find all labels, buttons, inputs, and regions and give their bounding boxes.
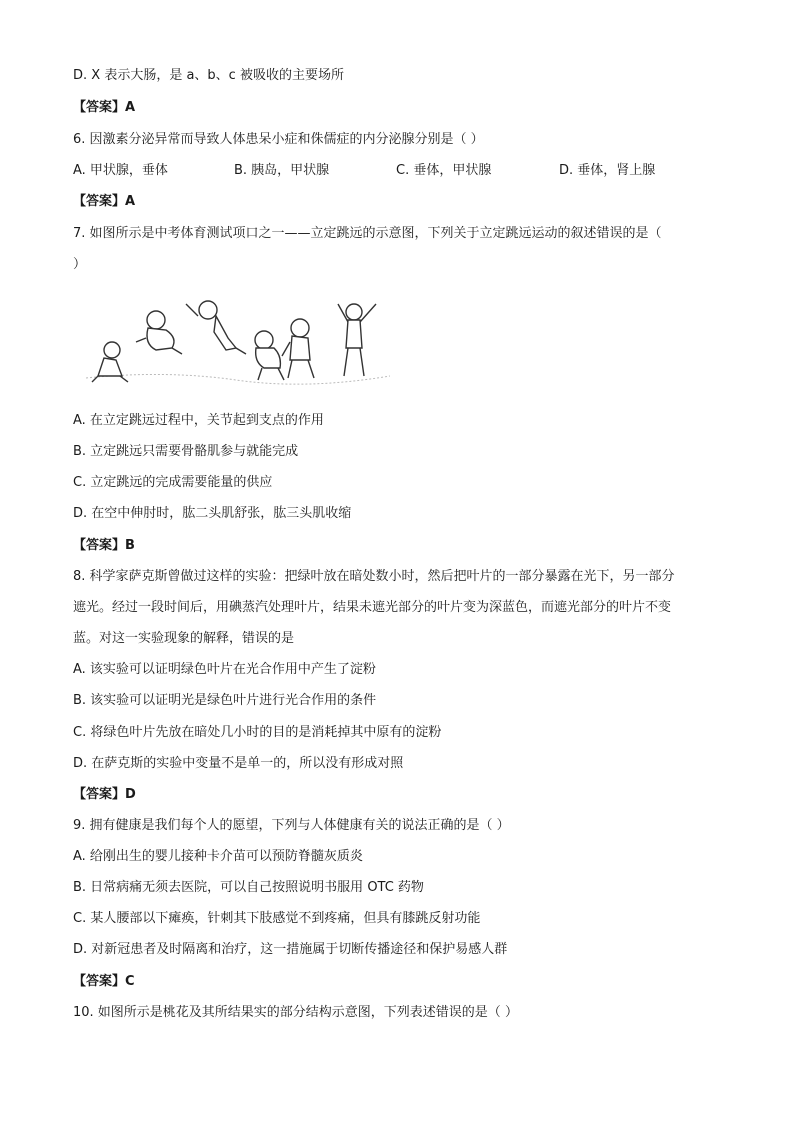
q9-option-b: B. 日常病痛无须去医院，可以自己按照说明书服用 OTC 药物 <box>73 880 424 895</box>
q8-stem-line1: 8. 科学家萨克斯曾做过这样的实验：把绿叶放在暗处数小时，然后把叶片的一部分暴露在光下，另一部分 <box>73 569 675 584</box>
q9-option-c: C. 某人腰部以下瘫痪，针刺其下肢感觉不到疼痛，但具有膝跳反射功能 <box>73 911 481 926</box>
q10-stem: 10. 如图所示是桃花及其所结果实的部分结构示意图，下列表述错误的是（ ） <box>73 1005 518 1020</box>
jumper-flight <box>186 301 246 354</box>
q8-answer: 【答案】D <box>73 787 136 802</box>
jumper-crouch-landing <box>92 342 128 382</box>
standing-long-jump-figure <box>86 298 390 388</box>
q6-stem: 6. 因激素分泌异常而导致人体患呆小症和侏儒症的内分泌腺分别是（ ） <box>73 132 484 147</box>
q6-answer: 【答案】A <box>73 194 136 209</box>
jumper-standing-arms-up <box>338 304 376 376</box>
q6-option-a: A. 甲状腺，垂体 <box>73 163 168 178</box>
q5-answer: 【答案】A <box>73 100 136 115</box>
q9-stem: 9. 拥有健康是我们每个人的愿望，下列与人体健康有关的说法正确的是（ ） <box>73 818 510 833</box>
q9-option-a: A. 给刚出生的婴儿接种卡介苗可以预防脊髓灰质炎 <box>73 849 363 864</box>
q8-option-b: B. 该实验可以证明光是绿色叶片进行光合作用的条件 <box>73 693 377 708</box>
q7-option-c: C. 立定跳远的完成需要能量的供应 <box>73 475 273 490</box>
q7-stem-line1: 7. 如图所示是中考体育测试项口之一——立定跳远的示意图，下列关于立定跳远运动的叙述错误的是（ <box>73 226 662 241</box>
q7-stem-line2: ） <box>73 257 87 272</box>
q5-option-d: D. X 表示大肠，是 a、b、c 被吸收的主要场所 <box>73 68 344 83</box>
q6-option-d: D. 垂体，肾上腺 <box>559 163 656 178</box>
jumper-crouch-start <box>255 331 284 380</box>
q8-stem-line2: 遮光。经过一段时间后，用碘蒸汽处理叶片，结果未遮光部分的叶片变为深蓝色，而遮光部分的叶片不变 <box>73 600 672 615</box>
jumper-swing <box>282 319 314 378</box>
q8-option-a: A. 该实验可以证明绿色叶片在光合作用中产生了淀粉 <box>73 662 376 677</box>
q7-option-b: B. 立定跳远只需要骨骼肌参与就能完成 <box>73 444 299 459</box>
q6-option-c: C. 垂体，甲状腺 <box>396 163 492 178</box>
q8-option-d: D. 在萨克斯的实验中变量不是单一的，所以没有形成对照 <box>73 756 404 771</box>
q9-answer: 【答案】C <box>73 974 135 989</box>
q7-answer: 【答案】B <box>73 538 135 553</box>
q8-option-c: C. 将绿色叶片先放在暗处几小时的目的是消耗掉其中原有的淀粉 <box>73 725 442 740</box>
q7-option-d: D. 在空中伸肘时，肱二头肌舒张，肱三头肌收缩 <box>73 506 352 521</box>
q6-option-b: B. 胰岛，甲状腺 <box>234 163 330 178</box>
jumper-tuck <box>136 311 182 354</box>
q9-option-d: D. 对新冠患者及时隔离和治疗，这一措施属于切断传播途径和保护易感人群 <box>73 942 508 957</box>
q8-stem-line3: 蓝。对这一实验现象的解释，错误的是 <box>73 631 295 646</box>
q7-option-a: A. 在立定跳远过程中，关节起到支点的作用 <box>73 413 324 428</box>
